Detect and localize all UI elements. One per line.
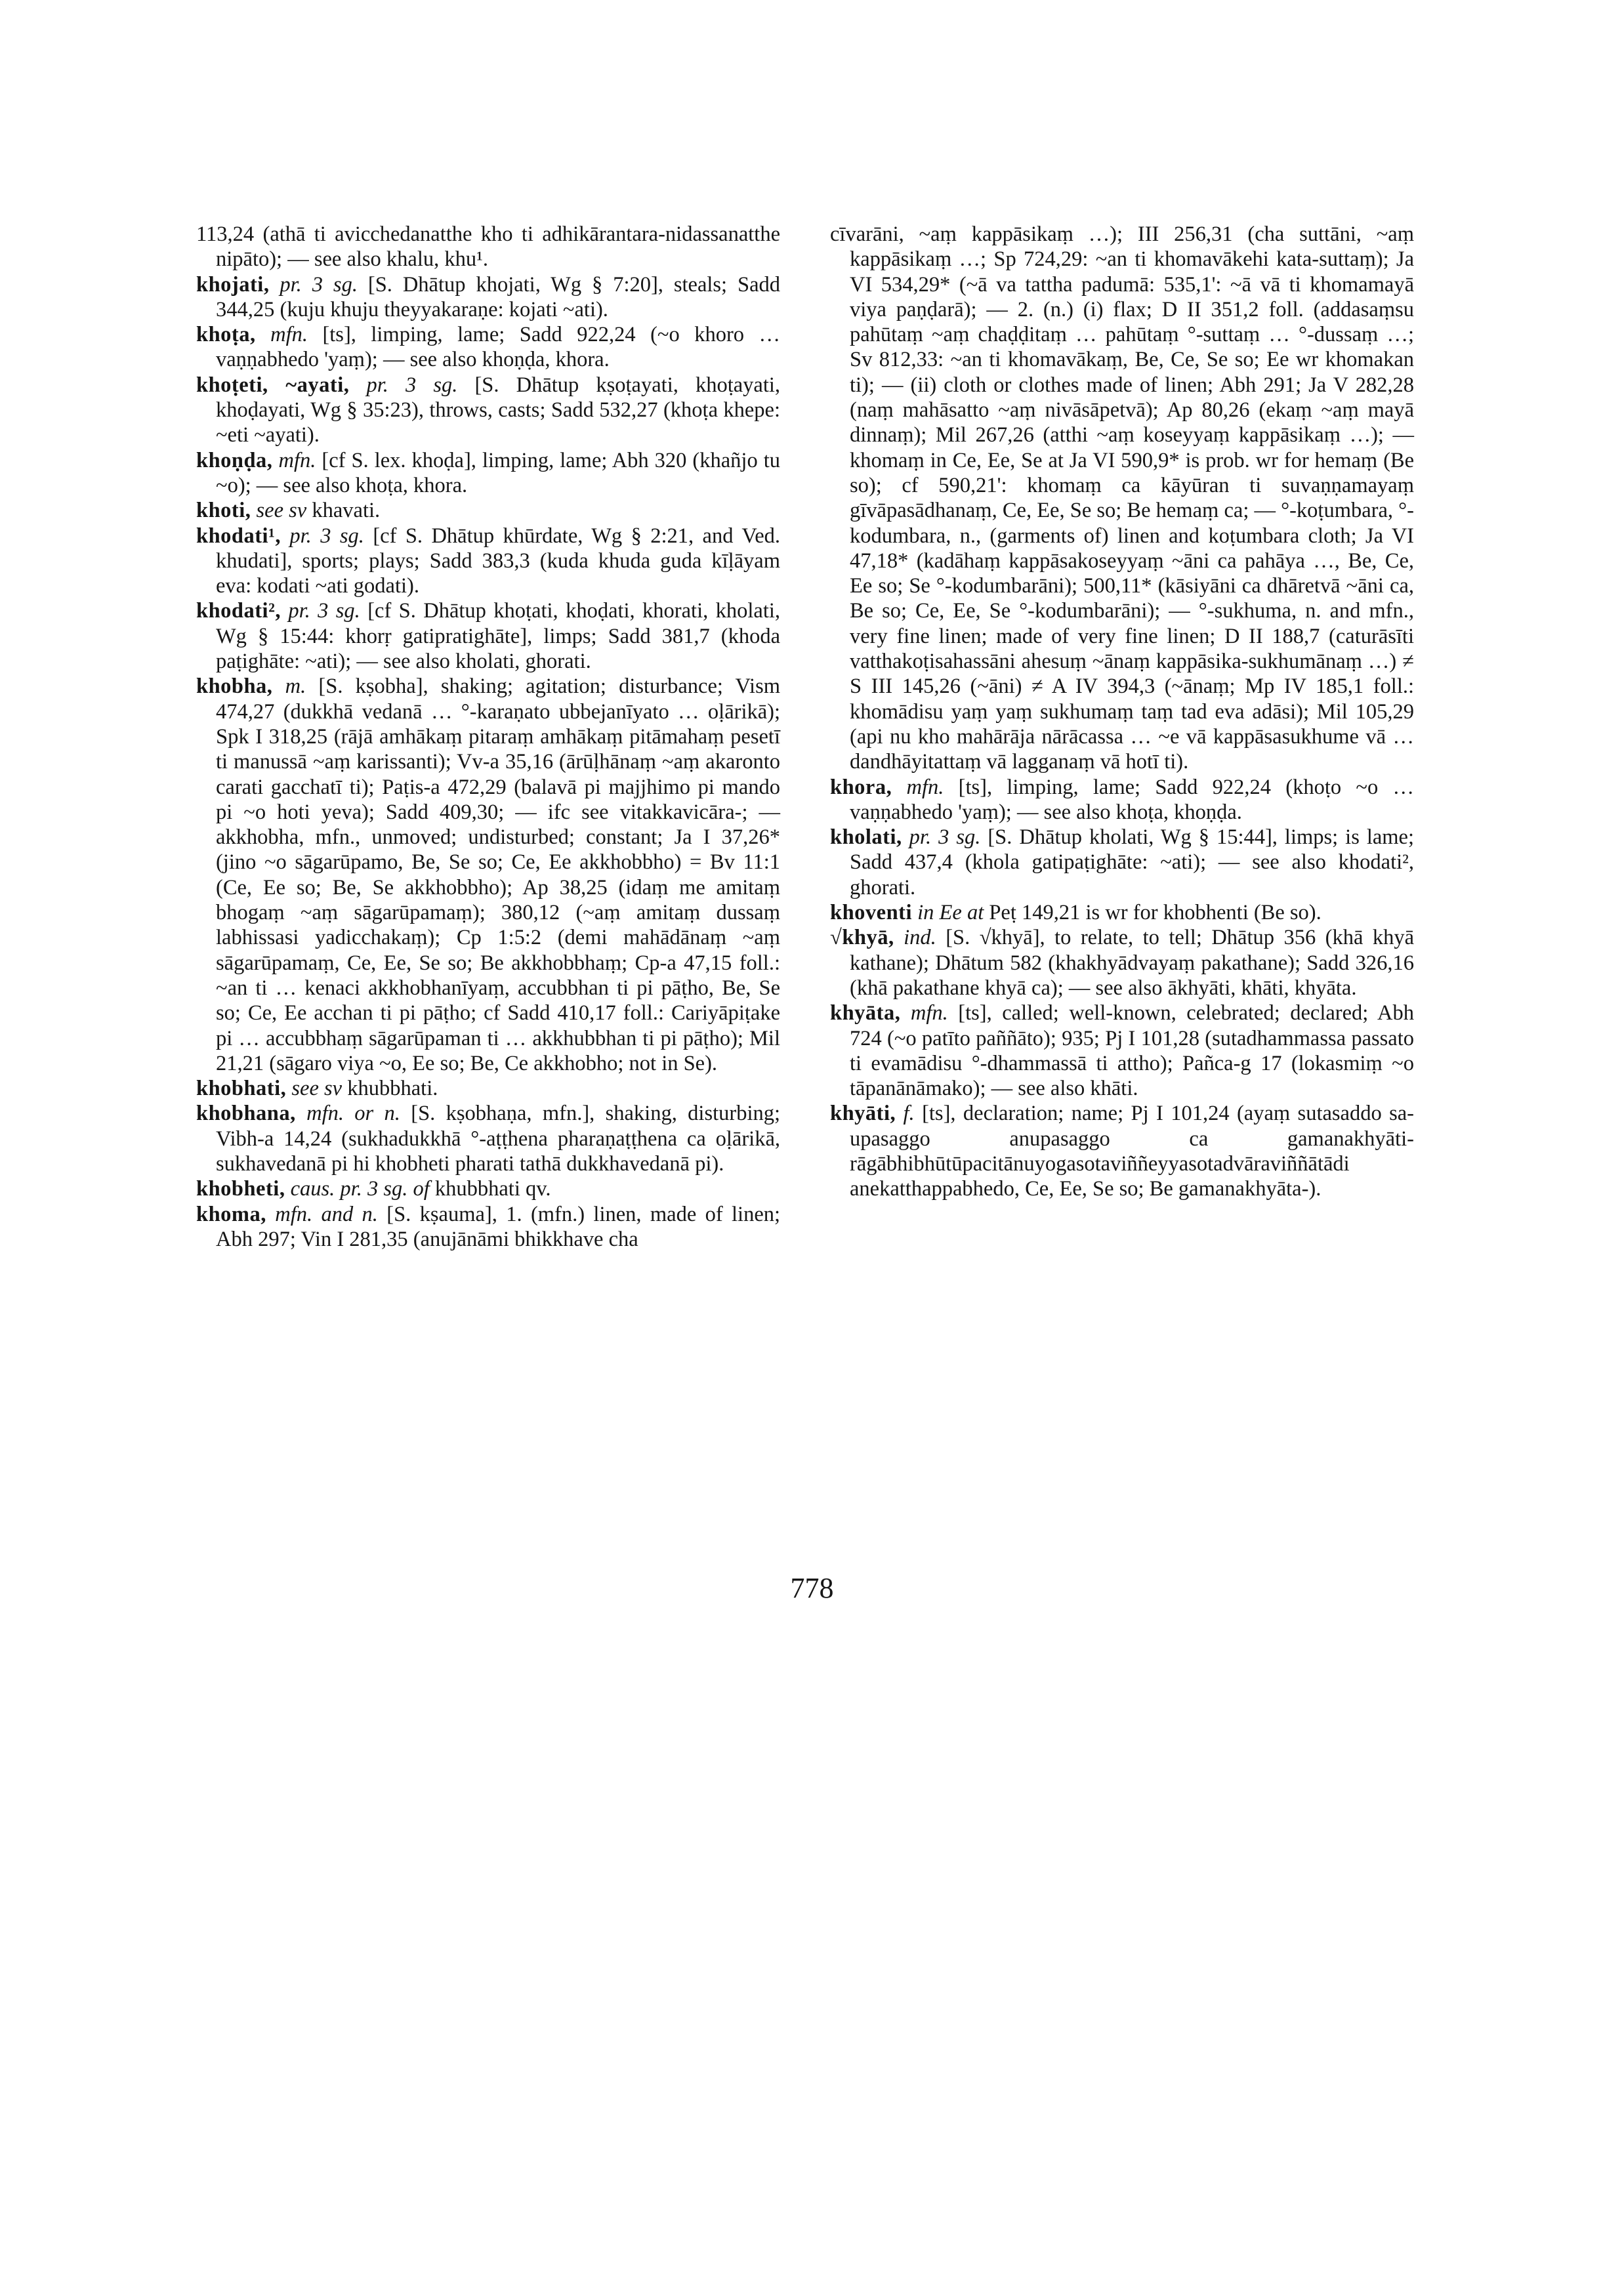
- entry-khora: [830, 775, 1414, 825]
- entry-khojati: [196, 272, 780, 323]
- right-column: [830, 222, 1414, 1202]
- entry-continuation: [196, 222, 780, 272]
- headword: khobhati,: [196, 1077, 287, 1101]
- grammar-label: pr. 3 sg.: [366, 373, 458, 397]
- headword: khoti,: [196, 499, 251, 523]
- headword: kholati,: [830, 825, 902, 850]
- headword: khyāta,: [830, 1001, 901, 1025]
- grammar-label: see sv: [256, 499, 307, 523]
- entry-body: [S. Dhātup khojati, Wg § 7:20], steals; Sadd 344,25 (kuju khuju theyyakaraṇe: kojati ~ati).: [216, 272, 781, 321]
- headword: khojati,: [196, 272, 270, 297]
- entry-khobhana: [196, 1101, 780, 1176]
- entry-body: [S. Dhātup kṣoṭayati, khoṭayati, khoḍayati, Wg § 35:23), throws, casts; Sadd 532,27 (khoṭa khepe: ~eti ~ayati).: [216, 373, 781, 447]
- headword: khoṭeti, ~ayati,: [196, 373, 350, 397]
- entry-khyata: [830, 1001, 1414, 1101]
- entry-khodati-2: [196, 598, 780, 674]
- entry-khonda: [196, 448, 780, 499]
- entry-khoteti: [196, 373, 780, 448]
- grammar-label: m.: [285, 674, 306, 699]
- entry-khodati-1: [196, 524, 780, 599]
- entry-body: 113,24 (athā ti avicchedanatthe kho ti adhikārantara-nidassanatthe nipāto); — see also khalu, khu¹.: [196, 222, 780, 272]
- grammar-label: pr. 3 sg.: [288, 599, 360, 623]
- entry-continuation: [830, 222, 1414, 775]
- page-number: 778: [790, 1572, 834, 1604]
- entry-khya: [830, 925, 1414, 1001]
- grammar-label: mfn. and n.: [275, 1202, 378, 1226]
- entry-body: [ts], limping, lame; Sadd 922,24 (~o khoro … vaṇṇabhedo 'yaṃ); — see also khoṇḍa, khora.: [216, 323, 781, 372]
- headword: khoventi: [830, 901, 913, 925]
- entry-body: Peṭ 149,21 is wr for khobhenti (Be so).: [989, 901, 1322, 925]
- entry-khobheti: [196, 1176, 780, 1201]
- grammar-label: pr. 3 sg.: [289, 524, 364, 548]
- grammar-label: pr. 3 sg.: [280, 272, 358, 297]
- grammar-label: mfn.: [910, 1001, 948, 1025]
- headword: khoma,: [196, 1202, 266, 1226]
- entry-khoti: [196, 498, 780, 523]
- headword: khoṇḍa,: [196, 448, 273, 472]
- entry-body: cīvarāni, ~aṃ kappāsikaṃ …); III 256,31 (cha suttāni, ~aṃ kappāsikaṃ …; Sp 724,29: ~an ti khomavākehi kata-suttaṃ); Ja VI 534,29* (~ā va tattha padumā: 535,1': ~ā vā ti khomamayā viya paṇḍarā); — 2. (n.) (i) flax; D II 351,2 foll. (addasaṃsu pahūtaṃ ~aṃ chaḍḍitaṃ … pahūtaṃ °-suttaṃ … °-dussaṃ …; Sv 812,33: ~an ti khomavākaṃ, Be, Ce, Se so; Ee wr khomakan ti); — (ii) cloth or clothes made of linen; Abh 291; Ja V 282,28 (naṃ mahāsatto ~aṃ nivāsāpetvā); Ap 80,26 (ekaṃ ~aṃ mayā dinnaṃ); Mil 267,26 (atthi ~aṃ koseyyaṃ kappāsikaṃ …); — khomaṃ in Ce, Ee, Se at Ja VI 590,9* is prob. wr for hemaṃ (Be so); cf 590,21': khomaṃ ca kāyūran ti suvaṇṇamayaṃ gīvāpasādhanaṃ, Ce, Ee, Se so; Be hemaṃ ca; — °-koṭumbara, °-kodumbara, n., (garments of) linen and koṭumbara cloth; Ja VI 47,18* (kadāhaṃ kappāsakoseyyaṃ ~āni ca pahāya …, Be, Ce, Ee so; Se °-kodumbarāni); 500,11* (kāsiyāni ca dhāretvā ~āni ca, Be so; Ce, Ee, Se °-kodumbarāni); — °-sukhuma, n. and mfn., very fine linen; made of very fine linen; D II 188,7 (caturāsīti vatthakoṭisahassāni ahesuṃ ~ānaṃ kappāsika-sukhumānaṃ …) ≠ S III 145,26 (~āni) ≠ A IV 394,3 (~ānaṃ; Mp IV 185,1 foll.: khomādisu yaṃ yaṃ sukhumaṃ taṃ tad eva adāsi); Mil 105,29 (api nu kho mahārāja nārācassa … ~e vā kappāsasukhume vā … dandhāyitattaṃ vā lagganaṃ vā hotī ti).: [830, 222, 1414, 774]
- entry-body: [ts], called; well-known, celebrated; declared; Abh 724 (~o patīto paññāto); 935; Pj I 101,28 (sutadhammassa passato ti evamādisu °-dhammassā ti attho); Pañca-g 17 (lokasmiṃ ~o tāpanānāmako); — see also khāti.: [850, 1001, 1415, 1101]
- entry-body: khubbhati qv.: [434, 1177, 551, 1201]
- grammar-label: pr. 3 sg.: [909, 825, 981, 850]
- headword: khora,: [830, 775, 892, 799]
- headword: khobheti,: [196, 1177, 285, 1201]
- grammar-label: in Ee at: [917, 901, 984, 925]
- headword: khyāti,: [830, 1102, 896, 1126]
- entry-kholati: [830, 825, 1414, 900]
- headword: khobhana,: [196, 1102, 296, 1126]
- entry-body: [cf S. Dhātup khoṭati, khoḍati, khorati, kholati, Wg § 15:44: khorṛ gatipratighāte], limps; Sadd 381,7 (khoda paṭighāte: ~ati); — see also kholati, ghorati.: [216, 599, 781, 674]
- grammar-label: mfn.: [270, 323, 308, 347]
- entry-body: [S. √khyā], to relate, to tell; Dhātup 356 (khā khyā kathane); Dhātum 582 (khakhyādvayaṃ pakathane); Sadd 326,16 (khā pakathane khyā ca); — see also ākhyāti, khāti, khyāta.: [850, 926, 1415, 1000]
- entry-khobhati: [196, 1076, 780, 1101]
- headword: khodati¹,: [196, 524, 281, 548]
- grammar-label: ind.: [904, 926, 936, 950]
- entry-khyati: [830, 1101, 1414, 1201]
- grammar-label: mfn.: [906, 775, 944, 799]
- entry-body: khavati.: [312, 499, 381, 523]
- entry-khota: [196, 322, 780, 373]
- grammar-label: see sv: [291, 1077, 343, 1101]
- entry-body: [S. kṣobhaṇa, mfn.], shaking, disturbing; Vibh-a 14,24 (sukhadukkhā °-aṭṭhena pharaṇaṭṭhena ca oḷārikā, sukhavedanā pi hi khobheti pharati tathā dukkhavedanā pi).: [216, 1102, 781, 1176]
- entry-khoventi: [830, 900, 1414, 925]
- entry-body: [cf S. lex. khoḍa], limping, lame; Abh 320 (khañjo tu ~o); — see also khoṭa, khora.: [216, 448, 781, 497]
- entry-body: khubbhati.: [347, 1077, 438, 1101]
- entry-khoma: [196, 1202, 780, 1252]
- entry-khobha: [196, 674, 780, 1076]
- grammar-label: mfn. or n.: [306, 1102, 400, 1126]
- entry-body: [cf S. Dhātup khūrdate, Wg § 2:21, and Ved. khudati], sports; plays; Sadd 383,3 (kuda khuda guda kīḷāyam eva: kodati ~ati godati).: [216, 524, 780, 598]
- entry-body: [S. Dhātup kholati, Wg § 15:44], limps; is lame; Sadd 437,4 (khola gatipaṭighāte: ~ati); — see also khodati², ghorati.: [850, 825, 1415, 899]
- grammar-label: f.: [903, 1102, 915, 1126]
- headword: khoṭa,: [196, 323, 256, 347]
- grammar-label: caus. pr. 3 sg. of: [290, 1177, 430, 1201]
- entry-body: [ts], declaration; name; Pj I 101,24 (ayaṃ sutasaddo sa-upasaggo anupasaggo ca gamanakhyāti-rāgābhibhūtūpacitānuyogasotaviññeyyasotadvāraviññātādi anekatthappabhedo, Ce, Ee, Se so; Be gamanakhyāta-).: [850, 1102, 1415, 1201]
- entry-body: [S. kṣobha], shaking; agitation; disturbance; Vism 474,27 (dukkhā vedanā … °-karaṇato ubbejanīyato … oḷārikā); Spk I 318,25 (rājā amhākaṃ pitaraṃ amhākaṃ pitāmahaṃ pesetī ti manussā ~aṃ karissanti); Vv-a 35,16 (ārūḷhānaṃ ~aṃ akaronto carati gacchatī ti); Paṭis-a 472,29 (balavā pi majjhimo pi mando pi ~o hoti yeva); Sadd 409,30; — ifc see vitakkavicāra-; — akkhobha, mfn., unmoved; undisturbed; constant; Ja I 37,26* (jino ~o sāgarūpamo, Be, Se so; Ce, Ee akkhobbho) = Bv 11:1 (Ce, Ee so; Be, Se akkhobbho); Ap 38,25 (idaṃ me amitaṃ bhogaṃ ~aṃ sāgarūpamaṃ); 380,12 (~aṃ amitaṃ dussaṃ labhissasi yadicchakaṃ); Cp 1:5:2 (demi mahādānaṃ ~aṃ sāgarūpamaṃ, Ce, Ee, Se so; Be akkhobbhaṃ; Cp-a 47,15 foll.: ~an ti … kenaci akkhobhanīyaṃ, accubbhan ti pi pāṭho, Be, Se so; Ce, Ee acchan ti pi pāṭho; cf Sadd 410,17 foll.: Cariyāpiṭake pi … accubbhaṃ sāgarūpaman ti … akkhubbhan ti pi pāṭho); Mil 21,21 (sāgaro viya ~o, Ee so; Be, Ce akkhobho; not in Se).: [216, 674, 780, 1075]
- grammar-label: mfn.: [278, 448, 316, 472]
- left-column: [196, 222, 780, 1252]
- headword: khobha,: [196, 674, 273, 699]
- headword: √khyā,: [830, 926, 894, 950]
- entry-body: [ts], limping, lame; Sadd 922,24 (khoṭo ~o … vaṇṇabhedo 'yaṃ); — see also khoṭa, khoṇḍa.: [850, 775, 1415, 824]
- headword: khodati²,: [196, 599, 281, 623]
- entry-body: [S. kṣauma], 1. (mfn.) linen, made of linen; Abh 297; Vin I 281,35 (anujānāmi bhikkhave cha: [216, 1202, 781, 1251]
